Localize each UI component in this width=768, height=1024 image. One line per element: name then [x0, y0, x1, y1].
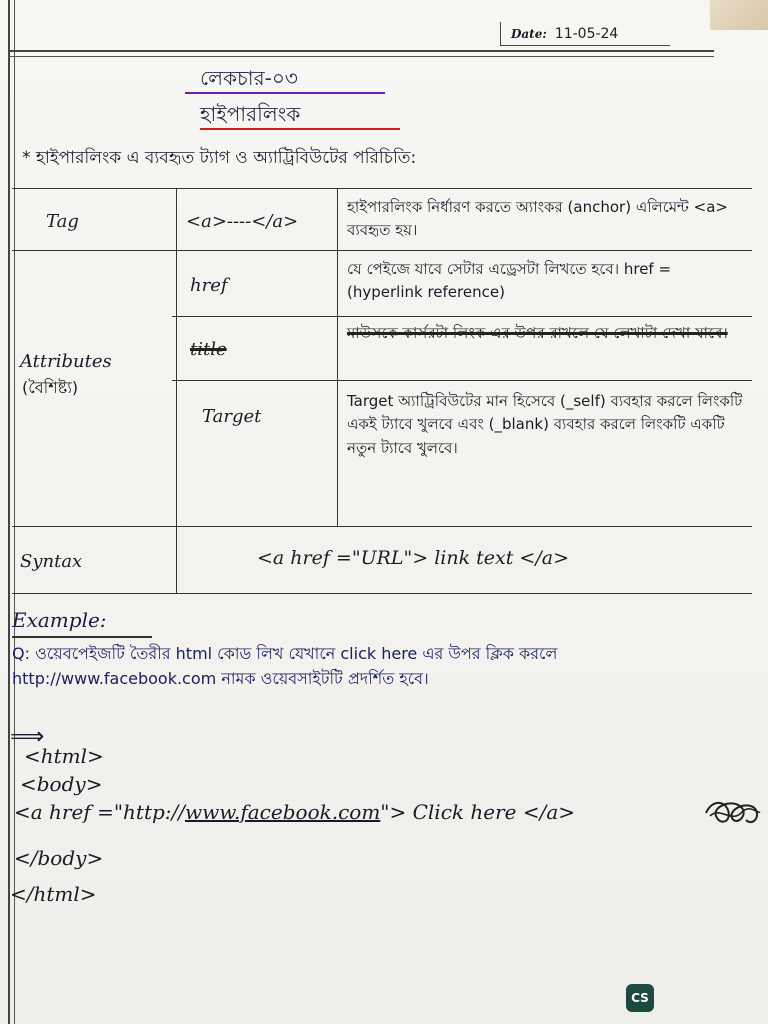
table-rule	[12, 593, 752, 594]
code-body-open: <body>	[20, 772, 103, 796]
table-rule	[12, 250, 752, 251]
section-heading: * হাইপারলিংক এ ব্যবহৃত ট্যাগ ও অ্যাট্রিবিউটের পরিচিতি:	[22, 148, 417, 168]
example-question: Q: ওয়েবপেইজটি তৈরীর html কোড লিখ যেখানে click here এর উপর ক্লিক করলে http://www.facebook.com নামক ওয়েবসাইটটি প্রদর্শিত হবে।	[12, 644, 558, 688]
title-description: মাউসকে কার্সরটা লিংক এর উপর রাখলে যে লেখাটা দেখা যাবে।	[347, 324, 728, 342]
lecture-title-underline	[185, 92, 385, 94]
code-anchor-line	[14, 800, 575, 824]
header-rule-inner	[8, 56, 714, 57]
example-underline	[12, 636, 152, 638]
table-rule	[172, 380, 752, 381]
attributes-sublabel: (বৈশিষ্ট্য)	[22, 378, 79, 397]
target-attribute: Target	[202, 406, 262, 427]
table-rule	[12, 526, 752, 527]
syntax-value: <a href ="URL"> link text </a>	[257, 547, 569, 569]
date-box	[500, 22, 670, 46]
table-rule	[337, 188, 338, 526]
page-corner	[710, 0, 768, 30]
date-value: 11-05-24	[554, 25, 619, 42]
scribble-mark	[702, 796, 764, 830]
topic-title: হাইপারলিংক	[200, 102, 301, 126]
table-rule	[12, 188, 752, 189]
header-rule	[8, 50, 714, 52]
code-body-close: </body>	[14, 846, 104, 870]
date-label: Date:	[511, 26, 547, 41]
tag-attribute-table	[12, 188, 752, 594]
margin-rule	[8, 0, 10, 1024]
tag-description: হাইপারলিংক নির্ধারণ করতে অ্যাংকর (anchor) এলিমেন্ট <a> ব্যবহৃত হয়।	[347, 198, 728, 240]
code-anchor-suffix: "> Click here </a>	[380, 800, 576, 824]
table-rule	[172, 316, 752, 317]
title-attribute: title	[190, 339, 227, 360]
attributes-label: Attributes	[20, 351, 112, 372]
implies-arrow: ⟹	[10, 722, 45, 750]
code-anchor-url: www.facebook.com	[185, 800, 381, 824]
syntax-label: Syntax	[20, 551, 83, 572]
topic-title-underline	[200, 128, 400, 130]
tag-label: Tag	[46, 211, 79, 232]
example-heading: Example:	[12, 608, 107, 632]
code-anchor-prefix: <a href ="http://	[14, 800, 186, 824]
camscanner-badge: CS	[626, 984, 654, 1012]
target-description: Target অ্যাট্রিবিউটের মান হিসেবে (_self) ব্যবহার করলে লিংকটি একই ট্যাবে খুলবে এবং (_blank) ব্যবহার করলে লিংকটি একটি নতুন ট্যাবে খুলবে।	[347, 392, 743, 457]
code-html-close: </html>	[10, 882, 97, 906]
code-html-open: <html>	[24, 744, 104, 768]
lecture-title: লেকচার-০৩	[200, 66, 298, 90]
table-rule	[176, 188, 177, 593]
href-attribute: href	[190, 275, 228, 296]
href-description: যে পেইজে যাবে সেটার এড্রেসটা লিখতে হবে। href = (hyperlink reference)	[347, 260, 672, 302]
tag-value: <a>----</a>	[186, 211, 299, 232]
